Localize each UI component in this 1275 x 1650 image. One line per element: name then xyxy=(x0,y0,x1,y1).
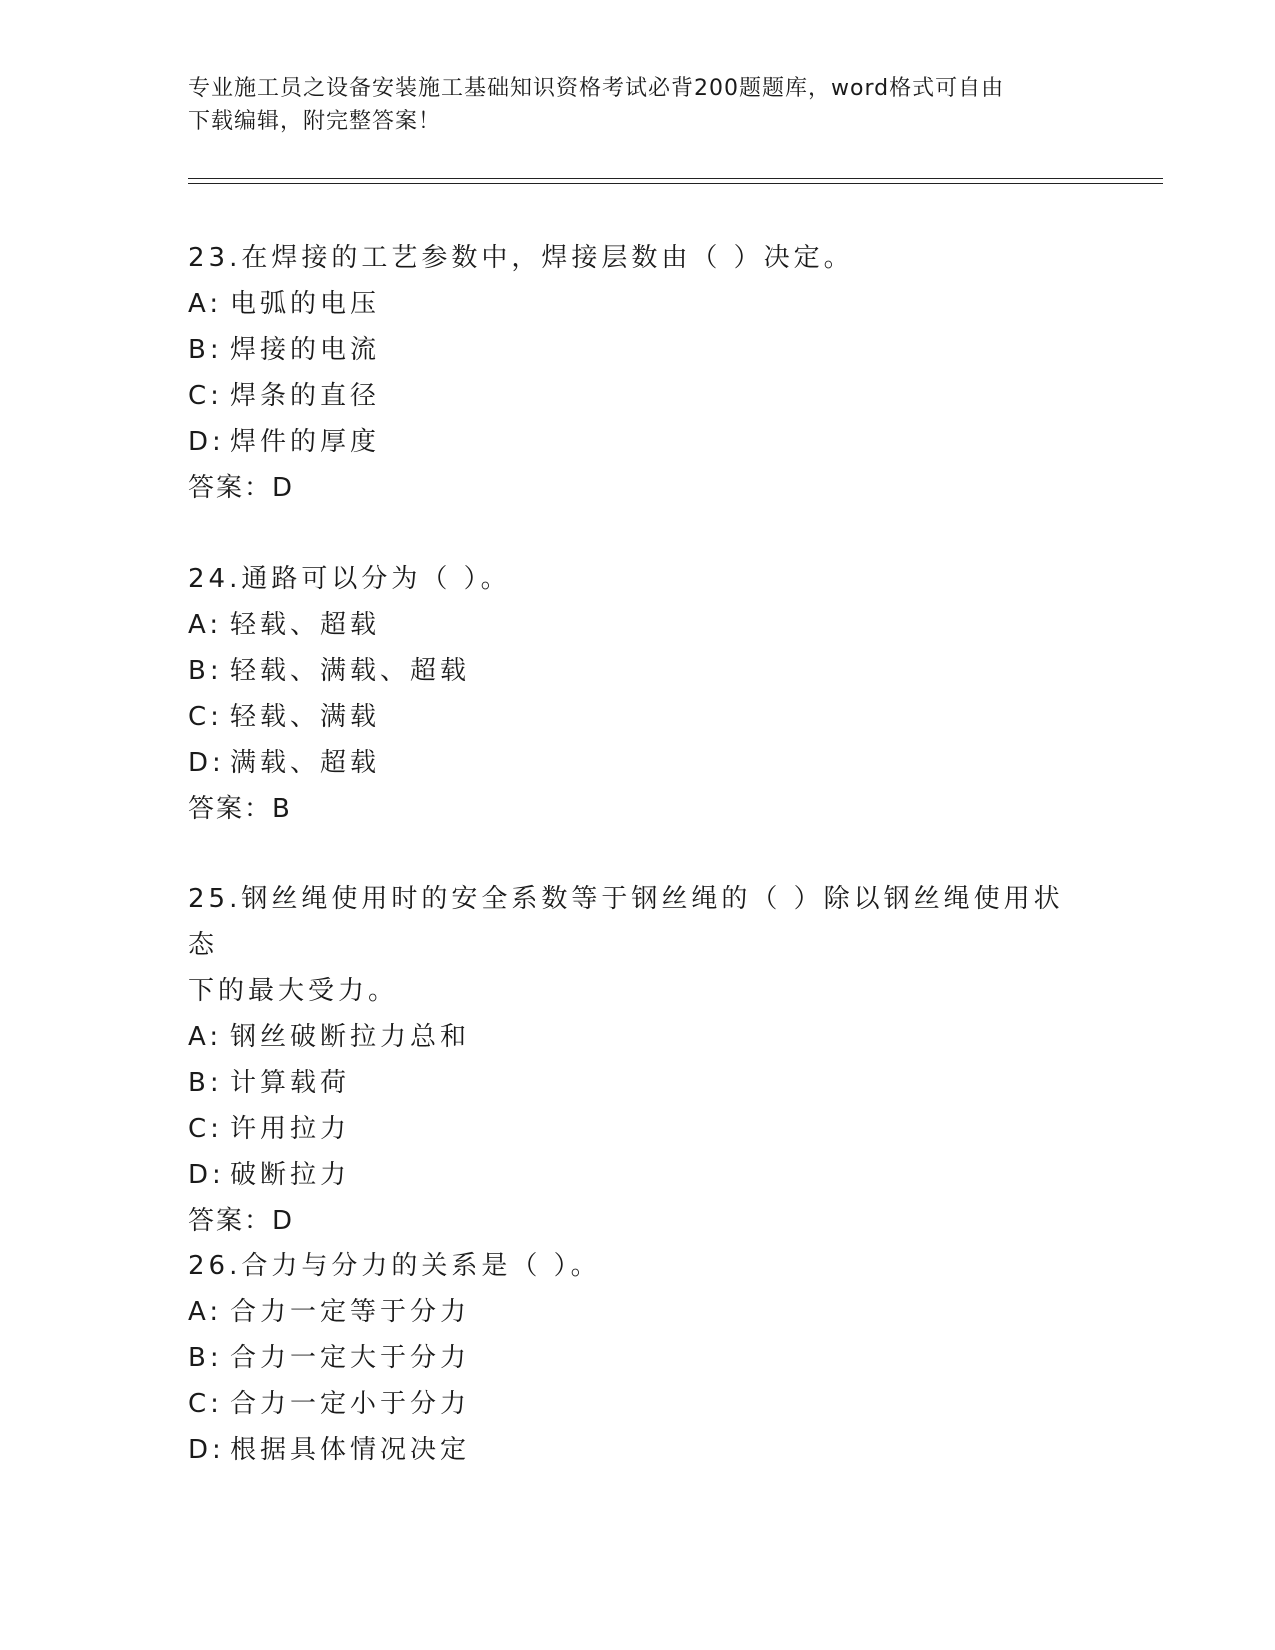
answer-line: 答案：D xyxy=(188,473,295,503)
option-text: 满载、超载 xyxy=(230,748,381,778)
option-d xyxy=(188,1427,1088,1473)
option-letter: C: xyxy=(188,702,223,732)
option-b xyxy=(188,648,1088,694)
option-letter: D: xyxy=(188,1160,225,1190)
option-letter: A: xyxy=(188,1022,223,1052)
option-text: 合力一定等于分力 xyxy=(230,1297,471,1327)
option-letter: D: xyxy=(188,1435,225,1465)
option-d xyxy=(188,1152,1088,1198)
answer-line: 答案：D xyxy=(188,1206,295,1236)
question-text-line-1: 25.钢丝绳使用时的安全系数等于钢丝绳的（ ）除以钢丝绳使用状态 xyxy=(188,884,1064,960)
option-letter: B: xyxy=(188,1343,223,1373)
option-text: 合力一定大于分力 xyxy=(230,1343,471,1373)
question-text-line-2: 下的最大受力。 xyxy=(188,976,399,1006)
option-c xyxy=(188,373,1088,419)
option-d xyxy=(188,740,1088,786)
option-letter: A: xyxy=(188,1297,223,1327)
option-text: 焊接的电流 xyxy=(230,335,381,365)
answer-line: 答案：B xyxy=(188,794,292,824)
option-c xyxy=(188,694,1088,740)
option-text: 轻载、超载 xyxy=(230,610,381,640)
option-a xyxy=(188,1014,1088,1060)
option-text: 钢丝破断拉力总和 xyxy=(230,1022,471,1052)
option-text: 破断拉力 xyxy=(230,1160,351,1190)
option-a xyxy=(188,602,1088,648)
question-text: 23.在焊接的工艺参数中，焊接层数由（ ）决定。 xyxy=(188,243,854,273)
option-text: 轻载、满载 xyxy=(230,702,381,732)
question-text: 26.合力与分力的关系是（ ）。 xyxy=(188,1251,601,1281)
option-a xyxy=(188,1289,1088,1335)
option-text: 焊件的厚度 xyxy=(230,427,381,457)
option-a xyxy=(188,281,1088,327)
option-letter: C: xyxy=(188,381,223,411)
option-d xyxy=(188,419,1088,465)
option-b xyxy=(188,327,1088,373)
header-line-2: 下载编辑，附完整答案！ xyxy=(188,109,442,134)
question-26 xyxy=(188,1243,1088,1473)
option-letter: A: xyxy=(188,610,223,640)
option-letter: D: xyxy=(188,748,225,778)
option-c xyxy=(188,1106,1088,1152)
header-divider-bottom xyxy=(188,183,1163,184)
option-text: 计算载荷 xyxy=(230,1068,351,1098)
question-text: 24.通路可以分为（ ）。 xyxy=(188,564,511,594)
question-25 xyxy=(188,876,1088,1244)
option-text: 电弧的电压 xyxy=(230,289,381,319)
option-letter: C: xyxy=(188,1114,223,1144)
option-text: 根据具体情况决定 xyxy=(230,1435,471,1465)
option-letter: D: xyxy=(188,427,225,457)
option-letter: C: xyxy=(188,1389,223,1419)
header-line-1: 专业施工员之设备安装施工基础知识资格考试必背200题题库，word格式可自由 xyxy=(188,76,1005,101)
document-header xyxy=(188,72,1088,138)
question-24 xyxy=(188,556,1088,832)
option-text: 许用拉力 xyxy=(230,1114,351,1144)
header-divider-top xyxy=(188,178,1163,179)
option-c xyxy=(188,1381,1088,1427)
option-b xyxy=(188,1335,1088,1381)
option-letter: B: xyxy=(188,335,223,365)
option-b xyxy=(188,1060,1088,1106)
option-letter: A: xyxy=(188,289,223,319)
option-text: 合力一定小于分力 xyxy=(230,1389,471,1419)
question-23 xyxy=(188,235,1088,511)
option-text: 轻载、满载、超载 xyxy=(230,656,471,686)
option-letter: B: xyxy=(188,656,223,686)
option-letter: B: xyxy=(188,1068,223,1098)
option-text: 焊条的直径 xyxy=(230,381,381,411)
